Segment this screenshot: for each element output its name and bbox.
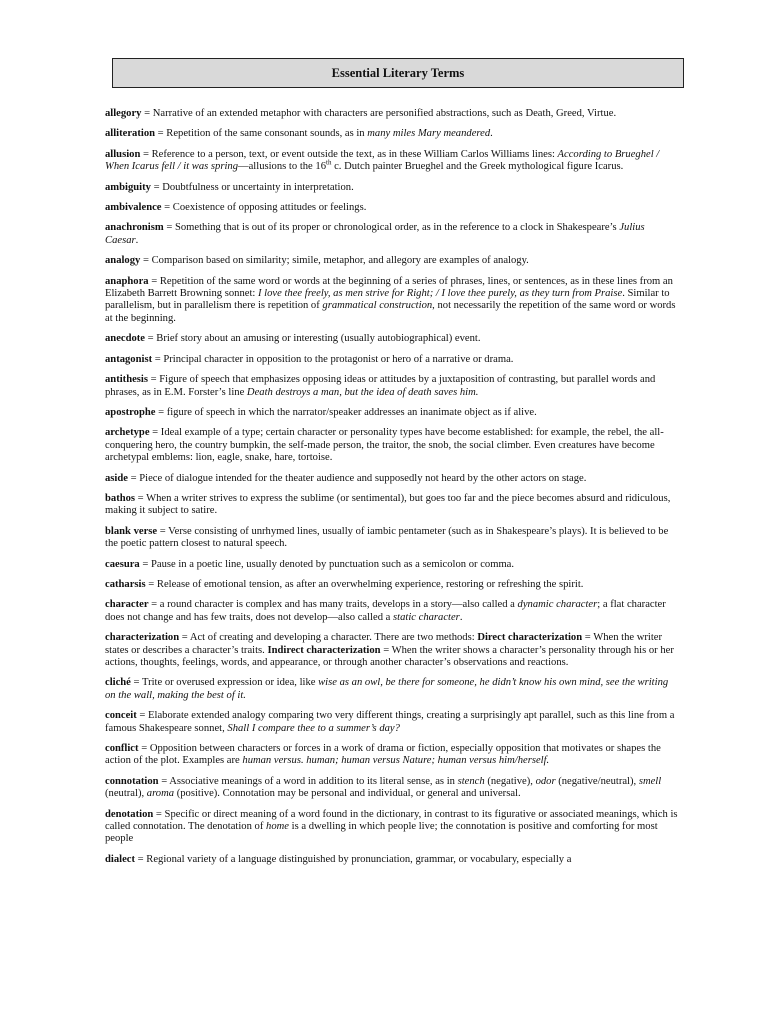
- definition-text: . Similar to parallelism, but in parallelism there is repetition of: [105, 288, 670, 312]
- definition-text: = Coexistence of opposing attitudes or feelings.: [161, 202, 367, 214]
- definition-text: = Elaborate extended analogy comparing two very different things, creating a surprisingly apt parallel, such as this line from a famous Shakespeare sonnet,: [105, 710, 675, 734]
- glossary-term: alliteration: [105, 128, 156, 140]
- definition-text: = Regional variety of a language distinguished by pronunciation, grammar, or vocabulary, especially a: [135, 853, 572, 865]
- definition-text: = Trite or overused expression or idea, like: [130, 677, 319, 689]
- definition-text: = Narrative of an extended metaphor with characters are personified abstractions, such as Death, Greed, Virtue.: [141, 108, 617, 119]
- glossary-entry: [105, 222, 679, 247]
- definition-text: .: [459, 611, 463, 623]
- glossary-entry: [105, 202, 679, 214]
- glossary-term: anaphora: [105, 275, 149, 287]
- glossary-entry: [105, 407, 679, 419]
- glossary-entry: [105, 473, 679, 485]
- glossary-entry: [105, 743, 679, 768]
- definition-text: ; a flat character does not change and has few traits, does not develop—also called a: [105, 599, 666, 623]
- definition-text: = Ideal example of a type; certain character or personality types have become established: for example, the rebel, the all-conquering hero, the country bumpkin, the self-made person, the traitor, the snob, the social climber. Even creatures have become archetypal emblems: lion, eagle, snake, hare, tortoise.: [105, 427, 664, 464]
- definition-text: = figure of speech in which the narrator/speaker addresses an inanimate object as if alive.: [155, 406, 537, 418]
- example-text: stench: [457, 775, 485, 787]
- example-text: dynamic character: [517, 599, 598, 611]
- subterm: Indirect characterization: [267, 644, 381, 656]
- example-text: aroma: [146, 788, 175, 800]
- glossary-term: characterization: [105, 632, 180, 644]
- example-text: home: [266, 821, 289, 833]
- definition-text: = Repetition of the same consonant sounds, as in: [155, 128, 368, 140]
- glossary-entry: [105, 809, 679, 846]
- example-text: static character: [393, 611, 460, 623]
- definition-text: = Specific or direct meaning of a word found in the dictionary, in contrast to its figurative or associated meanings, which is called connotation. The denotation of: [105, 808, 678, 833]
- example-text: Julius Caesar: [105, 222, 645, 246]
- glossary-entry: [105, 128, 679, 140]
- glossary-term: conceit: [105, 710, 137, 722]
- definition-text: = Pause in a poetic line, usually denoted by punctuation such as a semicolon or comma.: [139, 558, 515, 570]
- glossary-term: allusion: [105, 148, 141, 160]
- glossary-entry: [105, 149, 679, 174]
- example-text: odor: [535, 775, 556, 787]
- glossary-term: antithesis: [105, 374, 148, 386]
- glossary-entry: [105, 182, 679, 194]
- definition-text: = Reference to a person, text, or event outside the text, as in these William Carlos Williams lines:: [140, 148, 558, 160]
- definition-text: = Piece of dialogue intended for the theater audience and supposedly not heard by the other actors on stage.: [127, 472, 587, 484]
- definition-text: = Verse consisting of unrhymed lines, usually of iambic pentameter (such as in Shakespeare’s plays). It is believed to be the poetic pattern closest to natural speech.: [105, 525, 669, 550]
- glossary-entry: [105, 333, 679, 345]
- glossary-term: blank verse: [105, 525, 158, 537]
- definition-text: .: [135, 234, 139, 246]
- glossary-term: connotation: [105, 775, 159, 787]
- example-text: Shall I compare thee to a summer’s day?: [227, 722, 400, 734]
- definition-text: = Associative meanings of a word in addition to its literal sense, as in: [158, 775, 458, 787]
- definition-text: .: [490, 128, 493, 140]
- document-title-box: [112, 58, 684, 88]
- definition-text: th: [326, 158, 332, 167]
- glossary-term: denotation: [105, 808, 154, 820]
- definition-text: = Figure of speech that emphasizes opposing ideas or attitudes by a juxtaposition of contrasting, but parallel words and phrases, as in E.M. Forster’s line: [105, 374, 656, 398]
- glossary-term: caesura: [105, 558, 140, 570]
- glossary-entry: [105, 710, 679, 735]
- glossary-entry: [105, 579, 679, 591]
- glossary-term: analogy: [105, 255, 141, 267]
- glossary-term: cliché: [105, 677, 131, 689]
- glossary-term: aside: [105, 472, 128, 484]
- definition-text: = When a writer strives to express the sublime (or sentimental), but goes too far and the piece becomes absurd and ridiculous, making it subject to satire.: [105, 492, 671, 517]
- glossary-entry: [105, 276, 679, 326]
- glossary-term: catharsis: [105, 578, 146, 590]
- glossary-entry: [105, 677, 679, 702]
- glossary-entry: [105, 526, 679, 551]
- example-text: many miles Mary meandered: [367, 128, 491, 140]
- example-text: Death destroys a man, but the idea of death saves him.: [246, 386, 479, 398]
- definition-text: = Opposition between characters or forces in a work of drama or fiction, especially opposition that motivates or shapes the action of the plot. Examples are: [105, 743, 661, 767]
- glossary-entry: [105, 559, 679, 571]
- definition-text: (negative/neutral),: [555, 775, 639, 787]
- glossary-term: anecdote: [105, 333, 146, 345]
- example-text: According to Brueghel / When Icarus fell / it was spring: [105, 148, 660, 173]
- document-title: Essential Literary Terms: [331, 65, 465, 80]
- glossary-entry: [105, 374, 679, 399]
- definition-text: = When the writer states or describes a character’s traits.: [105, 632, 663, 656]
- glossary-term: anachronism: [105, 222, 164, 234]
- glossary-term: bathos: [105, 492, 136, 504]
- definition-text: = Brief story about an amusing or interesting (usually autobiographical) event.: [145, 333, 481, 345]
- glossary-entry: [105, 255, 679, 267]
- glossary-term: ambivalence: [105, 202, 162, 214]
- definition-text: = Something that is out of its proper or chronological order, as in the reference to a clock in Shakespeare’s: [163, 222, 620, 234]
- definition-text: = Principal character in opposition to the protagonist or hero of a narrative or drama.: [152, 353, 514, 365]
- glossary-term: antagonist: [105, 353, 153, 365]
- glossary-term: conflict: [105, 743, 139, 755]
- definition-text: (neutral),: [105, 788, 147, 800]
- glossary-entry: [105, 427, 679, 464]
- definition-text: (positive). Connotation may be personal and individual, or general and universal.: [174, 788, 521, 800]
- definition-text: = Comparison based on similarity; simile, metaphor, and allegory are examples of analogy.: [140, 255, 529, 267]
- glossary-entry: [105, 599, 679, 624]
- definition-text: = a round character is complex and has many traits, develops in a story—also called a: [148, 599, 518, 611]
- definition-text: , not necessarily the repetition of the same word or words at the beginning.: [105, 300, 676, 324]
- glossary-term: allegory: [105, 108, 142, 119]
- glossary-entry: [105, 632, 679, 669]
- glossary-entry: [105, 854, 679, 866]
- glossary-term: archetype: [105, 427, 150, 439]
- definition-text: = Release of emotional tension, as after an overwhelming experience, restoring or refreshing the spirit.: [145, 578, 584, 590]
- glossary-term: character: [105, 599, 149, 611]
- definition-text: (negative),: [484, 775, 536, 787]
- glossary-term: dialect: [105, 853, 136, 865]
- definition-text: = Act of creating and developing a character. There are two methods:: [179, 632, 478, 644]
- glossary-term: apostrophe: [105, 406, 156, 418]
- example-text: I love thee freely, as men strive for Right; / I love thee purely, as they turn from Praise: [257, 288, 623, 300]
- definition-text: = When the writer shows a character’s personality through his or her actions, thoughts, feelings, words, and appearance, or through another character’s observations and reactions.: [105, 644, 674, 668]
- example-text: grammatical construction: [322, 300, 433, 312]
- definition-text: = Repetition of the same word or words at the beginning of a series of phrases, lines, or sentences, as in these lines from an Elizabeth Barrett Browning sonnet:: [105, 275, 673, 300]
- example-text: human versus. human; human versus Nature; human versus him/herself.: [242, 755, 550, 767]
- glossary-entry: [105, 776, 679, 801]
- glossary-entry: [105, 493, 679, 518]
- glossary-entry: [105, 354, 679, 366]
- definition-text: is a dwelling in which people live; the connotation is positive and comforting for most people: [105, 821, 658, 845]
- glossary-entry: [105, 108, 679, 120]
- terms-list: [105, 108, 679, 874]
- definition-text: c. Dutch painter Brueghel and the Greek mythological figure Icarus.: [331, 161, 624, 173]
- example-text: smell: [638, 775, 662, 787]
- definition-text: —allusions to the 16: [238, 161, 326, 173]
- glossary-term: ambiguity: [105, 181, 151, 193]
- definition-text: = Doubtfulness or uncertainty in interpretation.: [150, 181, 354, 193]
- subterm: Direct characterization: [477, 632, 583, 644]
- example-text: wise as an owl, be there for someone, he didn’t know his own mind, see the writing on the wall, making the best of it.: [105, 677, 669, 701]
